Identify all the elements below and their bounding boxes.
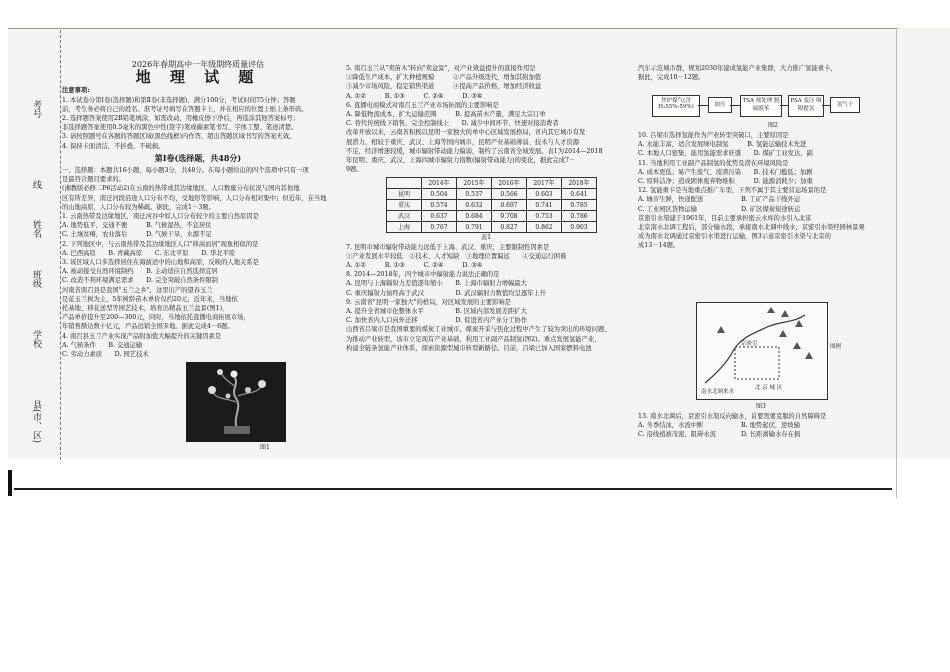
label-xian-sep: 线 (31, 180, 41, 189)
question-line: C. 本地人口密集，能用氢能需求旺盛 D. 煤矿工业发达，副 (638, 150, 813, 158)
question-line: A. ①② B. ①③ C. ②④ D. ③④ (346, 92, 483, 100)
table-cell: 0.785 (562, 200, 597, 211)
question-line: A. 巴西高原 B. 青藏高原 C. 东北平原 D. 华北平原 (62, 249, 236, 257)
binding-margin (8, 30, 61, 460)
question-line: 9. 云南省"昆明一家独大"的格局，对区域发展的主要影响是 (346, 298, 511, 306)
question-line: 是花玉兰树为主，5年树龄苗木单价仅约20元，近年来，当地依 (62, 295, 238, 303)
flow-arrow (780, 105, 788, 106)
table-cell: 0.632 (457, 200, 492, 211)
question-line: A. 提升全省城市化整体水平 B. 区域内部发展差距扩大 (346, 308, 527, 316)
table-cell: 昆明 (387, 189, 422, 200)
question-line: A. ①② B. ①③ C. ②④ D. ③④ (346, 262, 483, 270)
question-line: A. 地势低平，交通不便 B. 气候湿热，不宜居住 (62, 222, 212, 230)
question-line: C. 劳动力素质 D. 园艺技术 (62, 351, 149, 359)
notice-line: 3. 请按照题号在各题的答题区域(黑色线框)内作答，超出答题区域书写的答案无效。 (62, 133, 296, 141)
question-line: 不足，经济增速较缓，城市辐射带动能力偏弱，制约了云南省全域发展。表1为2014—2018 (346, 147, 603, 155)
table-header-row (387, 178, 597, 189)
question-line: 河南省南召县是我国"玉兰之乡"，这里出产的望春玉兰 (62, 286, 213, 294)
table-row (387, 211, 597, 222)
table-cell: 0.741 (527, 200, 562, 211)
notice-line: 非选择题答案使用0.5毫米的黑色中性(签字)笔或碳素笔书写，字体工整、笔迹清楚。 (62, 124, 298, 132)
table-cell: 0.566 (492, 189, 527, 200)
question-line: 年销售额达数十亿元，产品远销全国多地。据此完成4－6题。 (62, 323, 234, 331)
table-row (387, 222, 597, 233)
section-heading: 第Ⅰ卷(选择题，共48分) (154, 152, 242, 163)
notice-line: 4. 保持卡面清洁，不折叠，不破损。 (62, 142, 165, 150)
table-cell: 0.827 (492, 222, 527, 233)
table-cell: 0.537 (457, 189, 492, 200)
notice-line: 1. 本试卷分第Ⅰ卷(选择题)和第Ⅱ卷(非选择题)，满分100分，考试时间75分钟；答题 (62, 96, 296, 104)
question-line: 改革开放以来，云南省积极以昆明一家独大的单中心区域发展格局，省内其它城市有发 (346, 129, 586, 137)
flow-arrow (698, 105, 708, 106)
question-line: ①降低生产成本，扩大种植规模 ②产品升级迭代，增加其附加值 (346, 74, 542, 82)
question-line: 4. 南召县玉兰产业实现产品附加值大幅提升的关键因素是 (62, 332, 222, 340)
figure-3-caption: 图3 (756, 403, 766, 410)
table-header-cell: 2014年 (422, 178, 457, 189)
left-column (62, 60, 334, 359)
table-header-cell: 2015年 (457, 178, 492, 189)
question-line: 12. 氢能重卡是当地重点推广车型，下列不属于其主要营运场景的是 (638, 187, 827, 195)
flow-box-hydrogen: 氢气干 (830, 97, 860, 113)
question-line: 构建全链条氢能产业体系，探索资源型城市转型新路径。目前，吕梁已加入国家燃料电池 (346, 344, 592, 352)
table-header-cell: 2017年 (527, 178, 562, 189)
figure-3-map (696, 302, 828, 400)
question-line: 成为南水北调通过京密引水渠进行运输，图3示意京密引水渠与北京的 (638, 233, 831, 241)
table-row (387, 189, 597, 200)
question-line: C. 替代传统线下销售，完全控制线上 D. 减少中间环节，快速对接消费者 (346, 120, 559, 128)
question-line: 成13－14题。 (638, 242, 680, 250)
question-line: 托基地、移花送型等园艺技术，培育出精品玉兰盆景(图1)， (62, 305, 229, 313)
label-xuexiao: 学校 (31, 330, 41, 348)
question-line: 2. 下列地区中，与云南热带及其边缘地区人口"移高而居"现象相似的是 (62, 240, 259, 248)
figure-2-caption: 图2 (768, 122, 778, 129)
table-cell: 0.574 (422, 200, 457, 211)
table-cell: 0.684 (457, 211, 492, 222)
label-xian: 县(市、区) (31, 400, 41, 444)
question-line: 13. 南水北调后，京密引水渠反向输水，首要需要克服的自然障碍是 (638, 413, 827, 420)
question-line: C. 工业园区货物运输 D. 矿区煤炭短途转运 (638, 205, 801, 213)
question-line: 3. 该区域人口多选择居住在海拔适中的山地和高原，反映的人地关系是 (62, 259, 259, 267)
page-edge-top (8, 28, 898, 29)
question-line: 山西省吕梁市是我国重要的煤炭工业城市，煤炭开采与焦化过程中产生了较为突出的环境问题， (346, 326, 611, 334)
question-line: 产品单价提升至200—300元，同时，当地依托直播电商拓展市场， (62, 314, 250, 322)
question-line: 为推动产业转型，该市立足现有产业基础，利用工业副产品制氢(图2)。重点发展氢能产业， (346, 335, 601, 343)
question-line: C. 土壤贫瘠，农业落后 D. 气候干旱，水源不足 (62, 231, 212, 239)
right-column-questions (638, 131, 888, 251)
table-cell: 重庆 (387, 200, 422, 211)
map-label-south-water: 南水北调来水 (701, 389, 735, 395)
question-line: A. 冬季结冰，水流中断 B. 地势起伏，逆坡输 (638, 422, 801, 430)
question-line: (湘教版必修二P6活动2)在云南的热带或其边缘地区，人口数量分布状况与国内其他地 (62, 185, 300, 193)
question-line: 9题。 (346, 166, 363, 174)
map-legend: 图例 (830, 344, 842, 350)
table-header-cell: 2018年 (562, 178, 597, 189)
table-cell: 0.753 (527, 211, 562, 222)
table-cell: 0.641 (562, 189, 597, 200)
table-row (387, 200, 597, 211)
question-line: 8. 2014—2018年，四个城市中辐射能力说法正确的是 (346, 271, 500, 279)
question-line: 一、选择题：本题共16小题，每小题3分，共48分。在每小题给出的四个选项中只有一项 (62, 167, 309, 175)
question-line: 京密引水渠建于1961年，目前主要承担密云水库的水引入北京 (638, 214, 812, 222)
exam-title: 2026年春期高中一年级期终质量评估 (131, 60, 265, 69)
table-cell: 上海 (387, 222, 422, 233)
table-cell: 0.767 (422, 222, 457, 233)
label-kaohao: 考号 (31, 100, 41, 118)
question-line: C. 重庆辐射力始终高于武汉 D. 武汉辐射力数值均呈逐年上升 (346, 289, 547, 297)
flow-box-pressurize: 加压 (708, 97, 732, 113)
question-line: 年昆明、重庆、武汉、上海四城市辐射力指数(辐射带动能力)的变化，据此完成7－ (346, 157, 576, 165)
question-line: A. 被动接受自然环境制约 B. 主动适应自然选择宜居 (62, 268, 218, 276)
question-line: ①产业发展水平较低 ②技术、人才短缺 ③地理位置偏远 ④交通运行困难 (346, 252, 567, 260)
question-line: C. 改造不利环境满足需求 D. 完全突破自然条件限制 (62, 277, 218, 285)
map-label-beijing: 北 京 城 区 (755, 385, 783, 391)
question-line: 1. 云南热带及边缘地区，南迁河谷中原人口分布较少的主要自然原因是 (62, 213, 259, 221)
map-label-canal: 京密引 (741, 341, 758, 347)
table-1 (386, 177, 597, 233)
table-cell: 0.603 (527, 189, 562, 200)
table-header-cell (387, 178, 422, 189)
question-line: 6. 直播电商模式对南召玉兰产业市场拓展的主要影响是 (346, 101, 499, 109)
table-cell: 0.637 (422, 211, 457, 222)
table-cell: 0.791 (457, 222, 492, 233)
subject-title: 地 理 试 题 (135, 68, 261, 87)
flow-arrow (822, 105, 830, 106)
figure-1-bonsai-image (186, 362, 286, 442)
question-line: 北京南水北调工程后，部分输水段，承接南水北调中线水，京密引水渠经园林景观 (638, 224, 865, 232)
question-line: C. 加快省内人口向外迁移 D. 促进省内产业分工协作 (346, 317, 528, 325)
question-line: 汽车示范城市群，规划2030年建成氢能产业集群，大力推广氢能重卡， (638, 65, 837, 72)
table-cell: 0.504 (422, 189, 457, 200)
question-line: 5. 南召玉兰从"卖苗木"转向"卖盆景"，对产业效益提升的直接作用是 (346, 65, 536, 72)
flow-box-coke-gas: 焦炉煤气(含 H₂55%-59%) (652, 95, 700, 117)
question-line: 展潜力，相较于重庆、武汉、上海等国内城市，昆明产业基础薄弱、技术与人才资源 (346, 138, 579, 146)
right-column (638, 64, 888, 82)
table-caption: 表1 (480, 234, 492, 242)
notice-line: 2. 选择题答案使用2B铅笔填涂，如需改动，用橡皮擦干净后，再选涂其他答案标号； (62, 115, 300, 123)
notice-title: 注意事项: (62, 87, 90, 95)
table-cell: 0.697 (492, 200, 527, 211)
question-line: 10. 吕梁市选择氢能作为产业转型突破口，主要原因是 (638, 132, 789, 139)
question-line: A. 昆明与上海辐射力差值逐年缩小 B. 上海市辐射力增幅最大 (346, 280, 527, 288)
label-xingming: 姓名 (31, 220, 41, 238)
question-line: 7. 昆明市城市辐射带动能力远低于上海、武汉、重庆，主要限制性因素是 (346, 243, 550, 251)
question-line: A. 水能丰富，适合发展绿电制氢 B. 氢能运输技术先进 (638, 141, 807, 149)
question-line: A. 成本更低；易产生废气、废渣污染 B. 技术门槛低；加剧 (638, 168, 813, 176)
label-banji: 班级 (31, 270, 41, 288)
table-cell: 0.903 (562, 222, 597, 233)
page-edge-right (896, 28, 897, 498)
question-line: 是最符合题目要求的。 (62, 176, 125, 184)
question-line: 11. 当地利用工业副产品制氢的优势及潜在环境风险是 (638, 159, 789, 167)
question-line: A. 气候条件 B. 交通运输 (62, 341, 143, 349)
table-cell: 武汉 (387, 211, 422, 222)
flow-box-psa: PSA 变压 吸附提氢 (788, 95, 824, 117)
flow-box-tsa: TSA 预处理 脱硫脱苯 (740, 95, 782, 117)
table-cell: 0.786 (562, 211, 597, 222)
question-line: C. 沿线植被茂密，阻碍水流 D. 长距离输水存在损 (638, 431, 801, 439)
table-cell: 0.708 (492, 211, 527, 222)
question-line: A. 降低物流成本，扩大运输范围 B. 提高苗木产量，满足大宗订单 (346, 111, 546, 119)
question-line: ③减少市场风险，稳定销售渠道 ④提高产品价格，增加经济收益 (346, 83, 542, 91)
figure-1-caption: 图1 (260, 444, 270, 451)
notice-line: 前，考生务必将自己的姓名、准考证号填写在答题卡上，并在相应的位置上贴上条形码。 (62, 105, 308, 113)
question-line: 的山地高原，人口分布较为稀疏。据此，完成1－3题。 (62, 203, 215, 211)
table-cell: 0.862 (527, 222, 562, 233)
question-line: 据此，完成10－12题。 (638, 74, 705, 82)
flow-arrow (730, 105, 740, 106)
page-bottom-line (14, 488, 892, 490)
middle-column (346, 64, 626, 353)
question-line: 区有所差异，南迁河段沿途人口分布不均，受地形等影响，人口分布相对集中；但近年，在当地 (62, 194, 327, 202)
table-header-cell: 2016年 (492, 178, 527, 189)
question-line: A. 城市生鲜，快递配送 B. 工矿产品干线外运 (638, 196, 801, 204)
question-line: C. 原料洁净；造成固体废弃物堆积 D. 能源消耗少；加重 (638, 178, 813, 186)
page-bottom-mark (8, 470, 12, 496)
right-column-bottom (638, 412, 888, 440)
